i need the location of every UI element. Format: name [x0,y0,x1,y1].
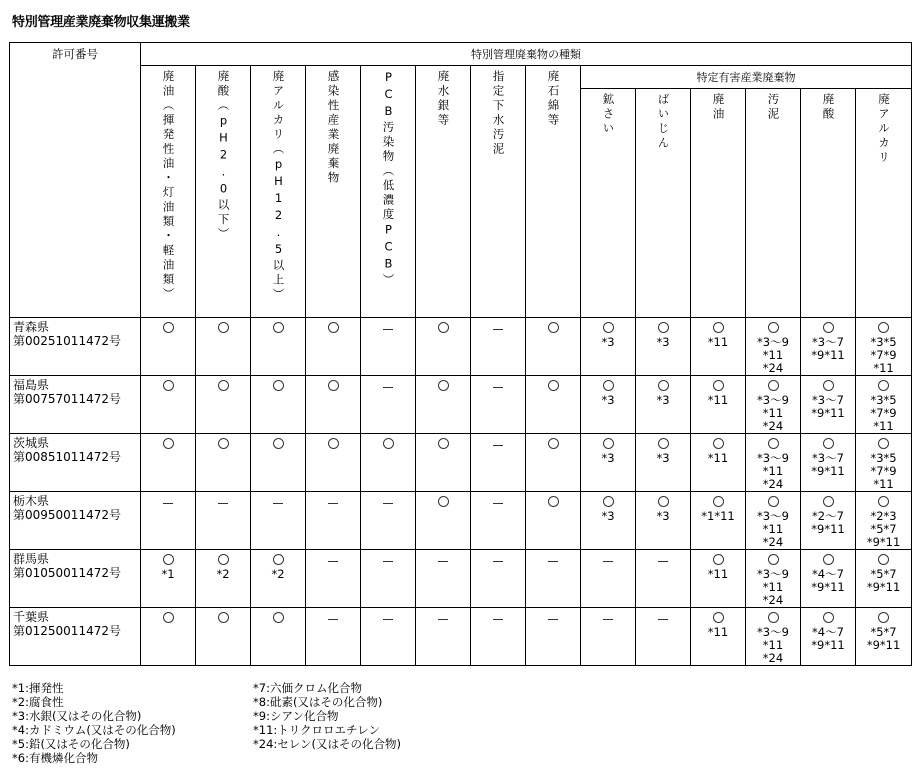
column-header-waste-oil [141,66,196,318]
footnote-reference: *4～7 [812,625,844,639]
table-cell [306,376,361,434]
footnote-reference: *2～7 [812,509,844,523]
not-permitted-dash-icon [493,503,503,504]
permitted-circle-icon [823,554,834,565]
table-cell [636,376,691,434]
permitted-circle-icon [273,554,284,565]
not-permitted-dash-icon [493,387,503,388]
footnote-reference: *24 [762,361,784,375]
footnote-reference: *11 [707,451,729,465]
column-header-sludge: 汚泥 [746,89,801,318]
permitted-circle-icon [438,322,449,333]
not-permitted-dash-icon [438,619,448,620]
footnote-reference: *3～7 [812,335,844,349]
permitted-circle-icon [768,612,779,623]
table-cell [691,492,746,550]
footnote-reference: *5*7 [870,522,897,536]
permitted-circle-icon [218,322,229,333]
footnote-reference: *11 [762,522,784,536]
table-cell [801,318,856,376]
footnote-reference: *24 [762,651,784,665]
permit-cell [10,318,141,376]
permitted-circle-icon [768,496,779,507]
permitted-circle-icon [658,322,669,333]
prefecture-name: 千葉県 [13,610,50,624]
table-cell [581,550,636,608]
footnote-reference: *3 [656,335,670,349]
table-cell [361,318,416,376]
footnote-reference: *11 [762,464,784,478]
footnote-reference: *3～7 [812,393,844,407]
footnote-reference: *3*5 [870,393,897,407]
column-header-dust: ばいじん [636,89,691,318]
not-permitted-dash-icon [328,561,338,562]
permitted-circle-icon [548,380,559,391]
not-permitted-dash-icon [603,561,613,562]
footnote-reference: *9*11 [811,522,845,536]
permitted-circle-icon [878,496,889,507]
table-cell [416,434,471,492]
permitted-circle-icon [823,496,834,507]
permitted-circle-icon [218,438,229,449]
table-cell [691,376,746,434]
footnote-reference: *3～9 [757,509,789,523]
footnote-item: *5:鉛(又はその化合物) [12,737,130,751]
prefecture-name: 福島県 [13,378,50,392]
not-permitted-dash-icon [163,503,173,504]
permitted-circle-icon [548,438,559,449]
footnote-reference: *11 [873,419,894,433]
permitted-circle-icon [163,612,174,623]
table-row [10,376,912,434]
permit-cell [10,492,141,550]
table-cell [471,376,526,434]
permitted-circle-icon [163,438,174,449]
permit-cell [10,550,141,608]
table-cell [251,434,306,492]
not-permitted-dash-icon [493,445,503,446]
table-cell [416,492,471,550]
footnote-reference: *11 [707,625,729,639]
not-permitted-dash-icon [603,619,613,620]
table-cell [196,376,251,434]
permitted-circle-icon [218,380,229,391]
footnote-item: *24:セレン(又はその化合物) [253,737,401,751]
footnote-item: *9:シアン化合物 [253,709,339,723]
permit-table [9,42,912,666]
permitted-circle-icon [438,438,449,449]
footnote-reference: *11 [762,638,784,652]
footnote-item: *7:六価クロム化合物 [253,681,362,695]
prefecture-name: 栃木県 [13,494,50,508]
permitted-circle-icon [273,438,284,449]
permitted-circle-icon [878,612,889,623]
not-permitted-dash-icon [383,387,393,388]
table-cell [251,376,306,434]
table-cell [196,550,251,608]
prefecture-name: 茨城県 [13,436,50,450]
footnote-reference: *3～9 [757,335,789,349]
table-cell [636,318,691,376]
footnote-reference: *11 [762,580,784,594]
footnote-reference: *3*5 [870,451,897,465]
table-cell [526,434,581,492]
table-cell [306,608,361,666]
permitted-circle-icon [603,438,614,449]
table-cell [801,434,856,492]
permitted-circle-icon [218,554,229,565]
footnote-reference: *3*5 [870,335,897,349]
footnote-reference: *3～9 [757,451,789,465]
table-cell [856,492,912,550]
footnote-reference: *7*9 [870,406,897,420]
permitted-circle-icon [328,438,339,449]
permitted-circle-icon [273,612,284,623]
column-header-hazard-acid: 廃酸 [801,89,856,318]
table-cell [746,376,801,434]
table-cell [251,318,306,376]
not-permitted-dash-icon [658,561,668,562]
table-cell [416,376,471,434]
table-cell [361,550,416,608]
permitted-circle-icon [878,438,889,449]
footnote-reference: *7*9 [870,464,897,478]
footnote-reference: *9*11 [811,580,845,594]
footnote-reference: *9*11 [866,638,901,652]
table-cell [141,492,196,550]
permitted-circle-icon [878,322,889,333]
not-permitted-dash-icon [383,329,393,330]
permit-number: 第01050011472号 [13,566,121,580]
footnote-reference: *3 [601,509,615,523]
table-cell [636,434,691,492]
permitted-circle-icon [713,496,724,507]
table-cell [251,550,306,608]
table-cell [361,608,416,666]
footnote-item: *3:水銀(又はその化合物) [12,709,142,723]
table-cell [856,318,912,376]
footnote-reference: *3～7 [812,451,844,465]
not-permitted-dash-icon [493,619,503,620]
permitted-circle-icon [768,554,779,565]
footnote-reference: *3 [601,393,615,407]
not-permitted-dash-icon [493,329,503,330]
permitted-circle-icon [713,438,724,449]
table-cell [196,318,251,376]
column-header-label: 廃油（揮発性油・灯油類・軽油類） [161,70,176,302]
footnote-reference: *11 [762,348,784,362]
table-cell [141,550,196,608]
table-cell [691,550,746,608]
permitted-circle-icon [603,322,614,333]
footnote-reference: *2*3 [870,509,897,523]
not-permitted-dash-icon [658,619,668,620]
footnotes-right [253,681,401,751]
table-cell [141,318,196,376]
permit-table-body [10,318,912,666]
footnote-reference: *11 [873,361,894,375]
footnote-reference: *5*7 [870,567,897,581]
footnote-reference: *24 [762,477,784,491]
table-row [10,434,912,492]
table-cell [471,492,526,550]
not-permitted-dash-icon [383,561,393,562]
table-cell [416,608,471,666]
not-permitted-dash-icon [328,619,338,620]
table-cell [251,492,306,550]
table-cell [306,434,361,492]
table-row [10,608,912,666]
permitted-circle-icon [658,496,669,507]
permitted-circle-icon [548,322,559,333]
table-cell [746,550,801,608]
table-cell [581,608,636,666]
footnote-item: *4:カドミウム(又はその化合物) [12,723,176,737]
permitted-circle-icon [823,380,834,391]
column-header-waste-acid: 廃酸（pH2.0以下） [196,66,251,318]
table-cell [581,434,636,492]
permitted-circle-icon [548,496,559,507]
column-header-asbestos: 廃石綿等 [526,66,581,318]
footnote-reference: *3～9 [757,625,789,639]
footnote-reference: *3 [601,335,615,349]
table-cell [471,550,526,608]
permitted-circle-icon [658,438,669,449]
table-cell [801,376,856,434]
footnote-reference: *4～7 [812,567,844,581]
table-cell [636,492,691,550]
footnote-reference: *11 [707,393,729,407]
permitted-circle-icon [713,322,724,333]
table-cell [416,318,471,376]
footnote-item: *6:有機燐化合物 [12,751,98,765]
footnote-reference: *5*7 [870,625,897,639]
table-cell [361,492,416,550]
permit-number: 第00251011472号 [13,334,121,348]
column-header-mercury: 廃水銀等 [416,66,471,318]
not-permitted-dash-icon [218,503,228,504]
permitted-circle-icon [383,438,394,449]
table-cell [691,434,746,492]
not-permitted-dash-icon [438,561,448,562]
permit-number: 第01250011472号 [13,624,121,638]
permit-number: 第00757011472号 [13,392,121,406]
table-cell [801,608,856,666]
table-cell [581,492,636,550]
permitted-circle-icon [218,612,229,623]
permit-number-header: 許可番号 [10,43,141,318]
table-row [10,492,912,550]
table-cell [746,318,801,376]
table-cell [471,608,526,666]
table-cell [471,318,526,376]
page-title: 特別管理産業廃棄物収集運搬業 [12,15,190,30]
footnote-reference: *9*11 [811,406,845,420]
not-permitted-dash-icon [273,503,283,504]
footnote-reference: *11 [707,567,729,581]
table-cell [801,492,856,550]
not-permitted-dash-icon [383,619,393,620]
table-cell [141,376,196,434]
permit-cell [10,608,141,666]
table-cell [801,550,856,608]
table-cell [526,376,581,434]
table-cell [581,376,636,434]
table-row [10,550,912,608]
footnote-reference: *24 [762,419,784,433]
permitted-circle-icon [713,380,724,391]
permitted-circle-icon [163,554,174,565]
footnote-reference: *9*11 [866,580,901,594]
footnote-reference: *3 [656,451,670,465]
footnote-reference: *3～9 [757,393,789,407]
permitted-circle-icon [823,322,834,333]
permitted-circle-icon [163,322,174,333]
prefecture-name: 群馬県 [13,552,50,566]
footnotes-left [12,681,176,765]
permitted-circle-icon [273,322,284,333]
column-header-infectious: 感染性産業廃棄物 [306,66,361,318]
table-cell [636,608,691,666]
table-cell [361,376,416,434]
footnote-reference: *7*9 [870,348,897,362]
table-cell [526,608,581,666]
footnote-reference: *2 [216,567,230,581]
footnote-reference: *9*11 [811,638,845,652]
permitted-circle-icon [713,554,724,565]
table-cell [636,550,691,608]
table-cell [526,318,581,376]
table-cell [526,550,581,608]
table-cell [196,434,251,492]
table-cell [581,318,636,376]
footnote-reference: *11 [873,477,894,491]
column-header-waste-alkali: 廃アルカリ（pH12.5以上） [251,66,306,318]
footnote-reference: *2 [271,567,285,581]
permitted-circle-icon [438,380,449,391]
permit-number: 第00950011472号 [13,508,121,522]
table-cell [691,318,746,376]
permitted-circle-icon [768,438,779,449]
table-cell [306,550,361,608]
footnote-reference: *24 [762,535,784,549]
table-row [10,318,912,376]
table-cell [856,608,912,666]
table-cell [141,434,196,492]
permitted-circle-icon [438,496,449,507]
footnote-reference: *3 [656,393,670,407]
table-cell [416,550,471,608]
not-permitted-dash-icon [328,503,338,504]
table-cell [526,492,581,550]
permitted-circle-icon [328,322,339,333]
table-cell [141,608,196,666]
prefecture-name: 青森県 [13,320,50,334]
permitted-circle-icon [328,380,339,391]
table-cell [306,318,361,376]
table-cell [746,492,801,550]
footnote-reference: *11 [762,406,784,420]
footnote-item: *11:トリクロロエチレン [253,723,381,737]
permitted-circle-icon [273,380,284,391]
table-cell [856,376,912,434]
footnote-reference: *24 [762,593,784,607]
footnote-item: *1:揮発性 [12,681,64,695]
column-header-hazard-oil: 廃油 [691,89,746,318]
footnote-item: *8:砒素(又はその化合物) [253,695,383,709]
permitted-circle-icon [823,438,834,449]
table-cell [196,492,251,550]
permitted-circle-icon [768,380,779,391]
not-permitted-dash-icon [493,561,503,562]
permitted-circle-icon [658,380,669,391]
not-permitted-dash-icon [383,503,393,504]
column-header-slag: 鉱さい [581,89,636,318]
permitted-circle-icon [878,380,889,391]
specific-hazard-header: 特定有害産業廃棄物 [581,66,912,89]
not-permitted-dash-icon [548,561,558,562]
permitted-circle-icon [603,496,614,507]
permitted-circle-icon [713,612,724,623]
footnote-reference: *1*11 [701,509,735,523]
footnote-reference: *9*11 [811,348,845,362]
footnote-reference: *9*11 [866,535,901,549]
table-cell [856,550,912,608]
footnote-reference: *3 [656,509,670,523]
permit-cell [10,376,141,434]
table-cell [196,608,251,666]
permitted-circle-icon [603,380,614,391]
footnote-reference: *1 [161,567,175,581]
footnote-reference: *11 [707,335,729,349]
footnote-reference: *3 [601,451,615,465]
table-cell [251,608,306,666]
table-cell [306,492,361,550]
footnote-reference: *9*11 [811,464,845,478]
footnote-reference: *3～9 [757,567,789,581]
permitted-circle-icon [878,554,889,565]
permitted-circle-icon [163,380,174,391]
column-header-sewage-sludge: 指定下水汚泥 [471,66,526,318]
permit-number: 第00851011472号 [13,450,121,464]
table-cell [691,608,746,666]
permit-cell [10,434,141,492]
not-permitted-dash-icon [548,619,558,620]
column-header-hazard-alkali: 廃アルカリ [856,89,912,318]
column-header-pcb: PCB汚染物（低濃度PCB） [361,66,416,318]
permitted-circle-icon [768,322,779,333]
table-cell [361,434,416,492]
permitted-circle-icon [823,612,834,623]
table-cell [746,434,801,492]
footnote-item: *2:腐食性 [12,695,64,709]
table-cell [856,434,912,492]
table-cell [746,608,801,666]
table-cell [471,434,526,492]
waste-kinds-header: 特別管理廃棄物の種類 [141,43,912,66]
